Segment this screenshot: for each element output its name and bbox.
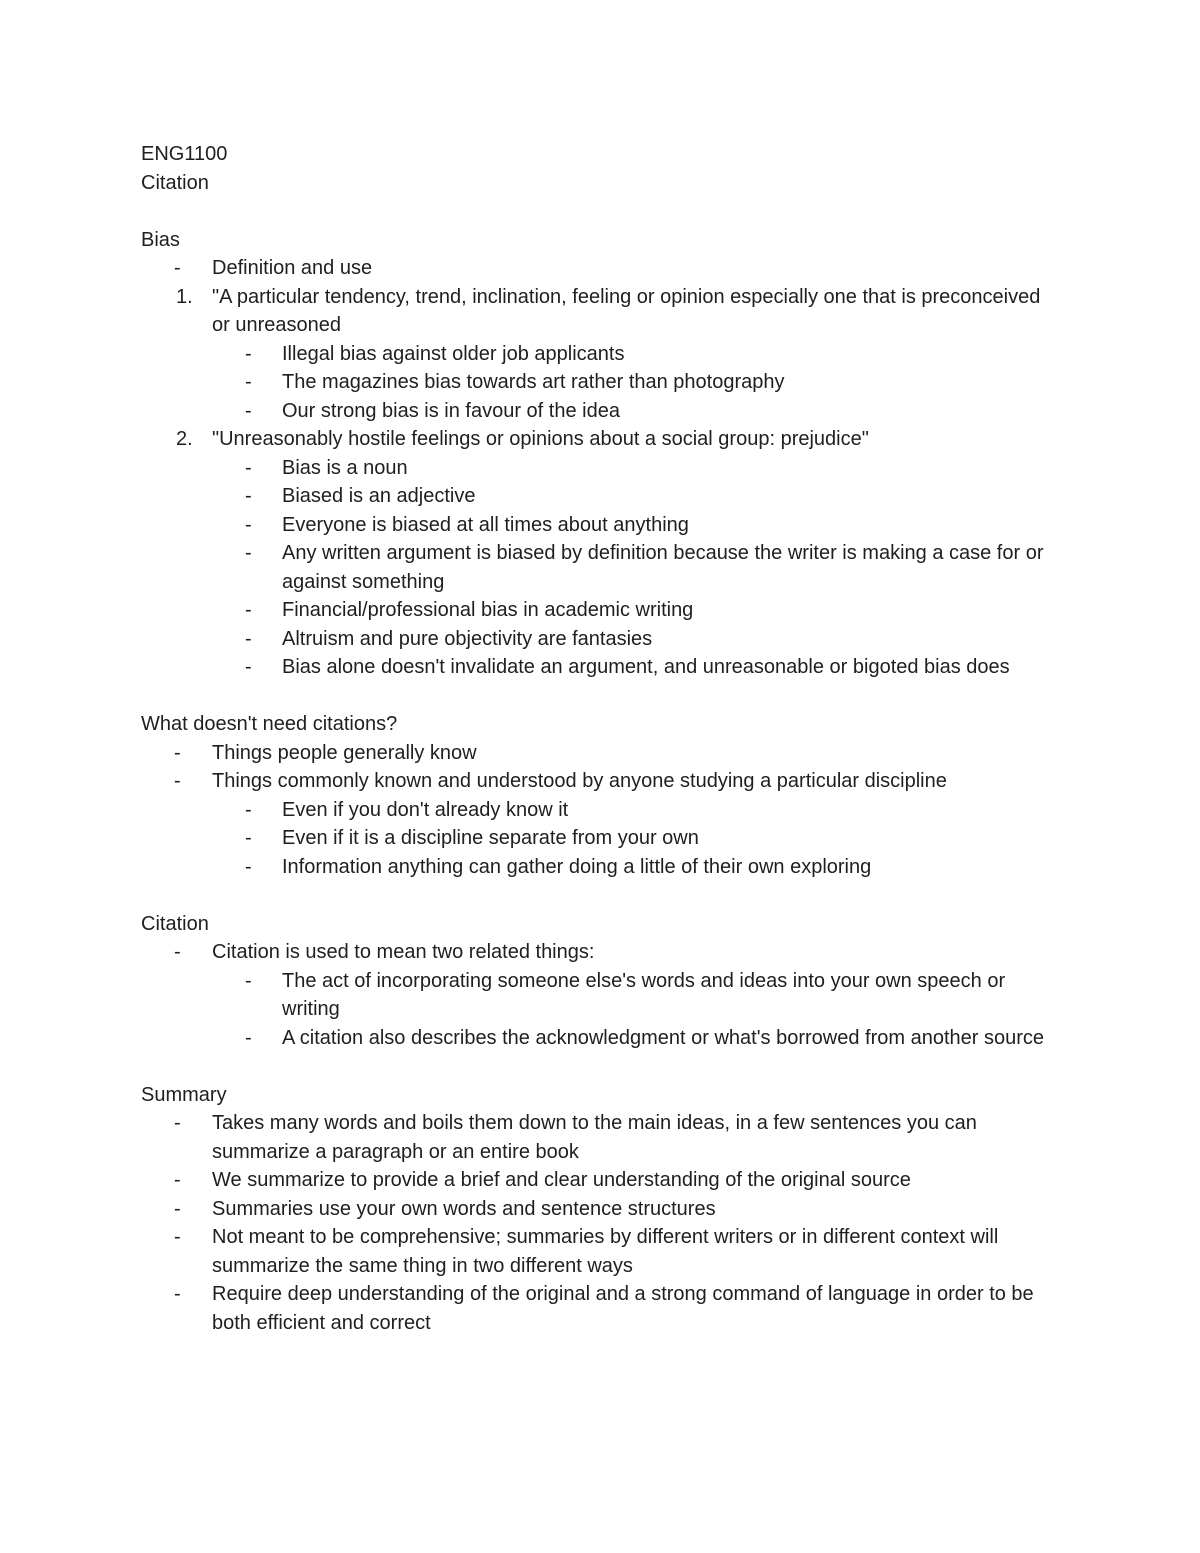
list-item	[141, 739, 1061, 768]
list-item-text: Takes many words and boils them down to the main ideas, in a few sentences you can summarize a paragraph or an entire book	[212, 1112, 977, 1163]
bullet-dash: -	[245, 656, 252, 678]
list-item-text: Require deep understanding of the original and a strong command of language in order to be both efficient and correct	[212, 1283, 1034, 1334]
bullet-dash: -	[174, 1226, 181, 1248]
bullet-dash: -	[174, 1169, 181, 1191]
bullet-dash: -	[245, 513, 252, 536]
bullet-dash: -	[174, 1283, 181, 1305]
list-item	[141, 767, 1061, 796]
list-item	[141, 1223, 1061, 1280]
bullet-dash: -	[174, 1197, 181, 1220]
list-item-text: Even if it is a discipline separate from your own	[282, 827, 699, 849]
section-heading-bias: Bias	[141, 228, 180, 251]
list-item	[141, 1195, 1061, 1224]
list-item	[141, 938, 1061, 967]
list-item-text: Altruism and pure objectivity are fantasies	[282, 627, 653, 650]
list-item	[141, 511, 1061, 540]
bullet-dash: -	[245, 627, 252, 650]
list-item	[141, 1166, 1061, 1195]
document-body	[141, 140, 1061, 1337]
list-item-text: Any written argument is biased by definition because the writer is making a case for or against something	[282, 542, 1044, 593]
bullet-dash: -	[174, 257, 181, 279]
list-item-text: A citation also describes the acknowledgment or what's borrowed from another source	[282, 1026, 1044, 1049]
spacer	[141, 881, 1061, 910]
list-item-text: The magazines bias towards art rather than photography	[282, 371, 785, 393]
list-item-text: Bias is a noun	[282, 456, 408, 479]
numbered-item-1	[141, 283, 1061, 340]
list-item	[141, 596, 1061, 625]
list-item-text: Things commonly known and understood by anyone studying a particular discipline	[212, 770, 947, 792]
list-item	[141, 482, 1061, 511]
list-item	[141, 254, 1061, 283]
list-item-text: Citation is used to mean two related things:	[212, 941, 595, 963]
bullet-dash: -	[245, 342, 252, 365]
list-item-text: Everyone is biased at all times about anything	[282, 513, 689, 536]
list-item-text: Information anything can gather doing a little of their own exploring	[282, 855, 872, 878]
list-item	[141, 397, 1061, 426]
bullet-dash: -	[245, 827, 252, 849]
list-item-text: Summaries use your own words and sentence structures	[212, 1197, 716, 1220]
list-item-text: The act of incorporating someone else's words and ideas into your own speech or writing	[282, 969, 1006, 1020]
list-item	[141, 454, 1061, 483]
definition-text: "A particular tendency, trend, inclination, feeling or opinion especially one that is preconceived or unreasoned	[212, 285, 1041, 336]
bullet-dash: -	[245, 798, 252, 821]
list-item-text: Biased is an adjective	[282, 485, 476, 507]
spacer	[141, 1052, 1061, 1081]
section-heading-summary: Summary	[141, 1083, 227, 1106]
list-item	[141, 539, 1061, 596]
list-item	[141, 368, 1061, 397]
list-number: 2.	[176, 428, 193, 450]
bullet-dash: -	[174, 741, 181, 764]
list-item	[141, 853, 1061, 882]
list-item-text: Even if you don't already know it	[282, 798, 569, 821]
bullet-dash: -	[245, 969, 252, 992]
list-item	[141, 796, 1061, 825]
list-item	[141, 1024, 1061, 1053]
list-item	[141, 1109, 1061, 1166]
list-item	[141, 1280, 1061, 1337]
list-item-text: Financial/professional bias in academic writing	[282, 599, 694, 621]
list-item-text: Bias alone doesn't invalidate an argument, and unreasonable or bigoted bias does	[282, 656, 1010, 678]
list-item-text: Things people generally know	[212, 741, 477, 764]
spacer	[141, 682, 1061, 711]
bullet-dash: -	[245, 855, 252, 878]
spacer	[141, 197, 1061, 226]
bullet-dash: -	[174, 941, 181, 963]
bullet-dash: -	[245, 542, 252, 564]
bullet-dash: -	[245, 485, 252, 507]
course-code: ENG1100	[141, 143, 228, 165]
bullet-dash: -	[174, 770, 181, 792]
list-item-text: Our strong bias is in favour of the idea	[282, 399, 620, 422]
bullet-dash: -	[245, 456, 252, 479]
bullet-dash: -	[174, 1112, 181, 1134]
section-heading-citation: Citation	[141, 912, 209, 935]
list-number: 1.	[176, 285, 193, 308]
list-item	[141, 653, 1061, 682]
bullet-dash: -	[245, 1026, 252, 1049]
section-heading-no-citation: What doesn't need citations?	[141, 713, 398, 735]
list-item	[141, 967, 1061, 1024]
definition-text: "Unreasonably hostile feelings or opinions about a social group: prejudice"	[212, 428, 869, 450]
list-item-text: Definition and use	[212, 257, 373, 279]
list-item	[141, 340, 1061, 369]
numbered-item-2	[141, 425, 1061, 454]
bullet-dash: -	[245, 599, 252, 621]
list-item	[141, 824, 1061, 853]
list-item-text: We summarize to provide a brief and clear understanding of the original source	[212, 1169, 911, 1191]
list-item-text: Not meant to be comprehensive; summaries by different writers or in different context will summarize the same thing in two different ways	[212, 1226, 999, 1277]
bullet-dash: -	[245, 371, 252, 393]
document-title: Citation	[141, 171, 209, 194]
bullet-dash: -	[245, 399, 252, 422]
list-item-text: Illegal bias against older job applicants	[282, 342, 625, 365]
list-item	[141, 625, 1061, 654]
